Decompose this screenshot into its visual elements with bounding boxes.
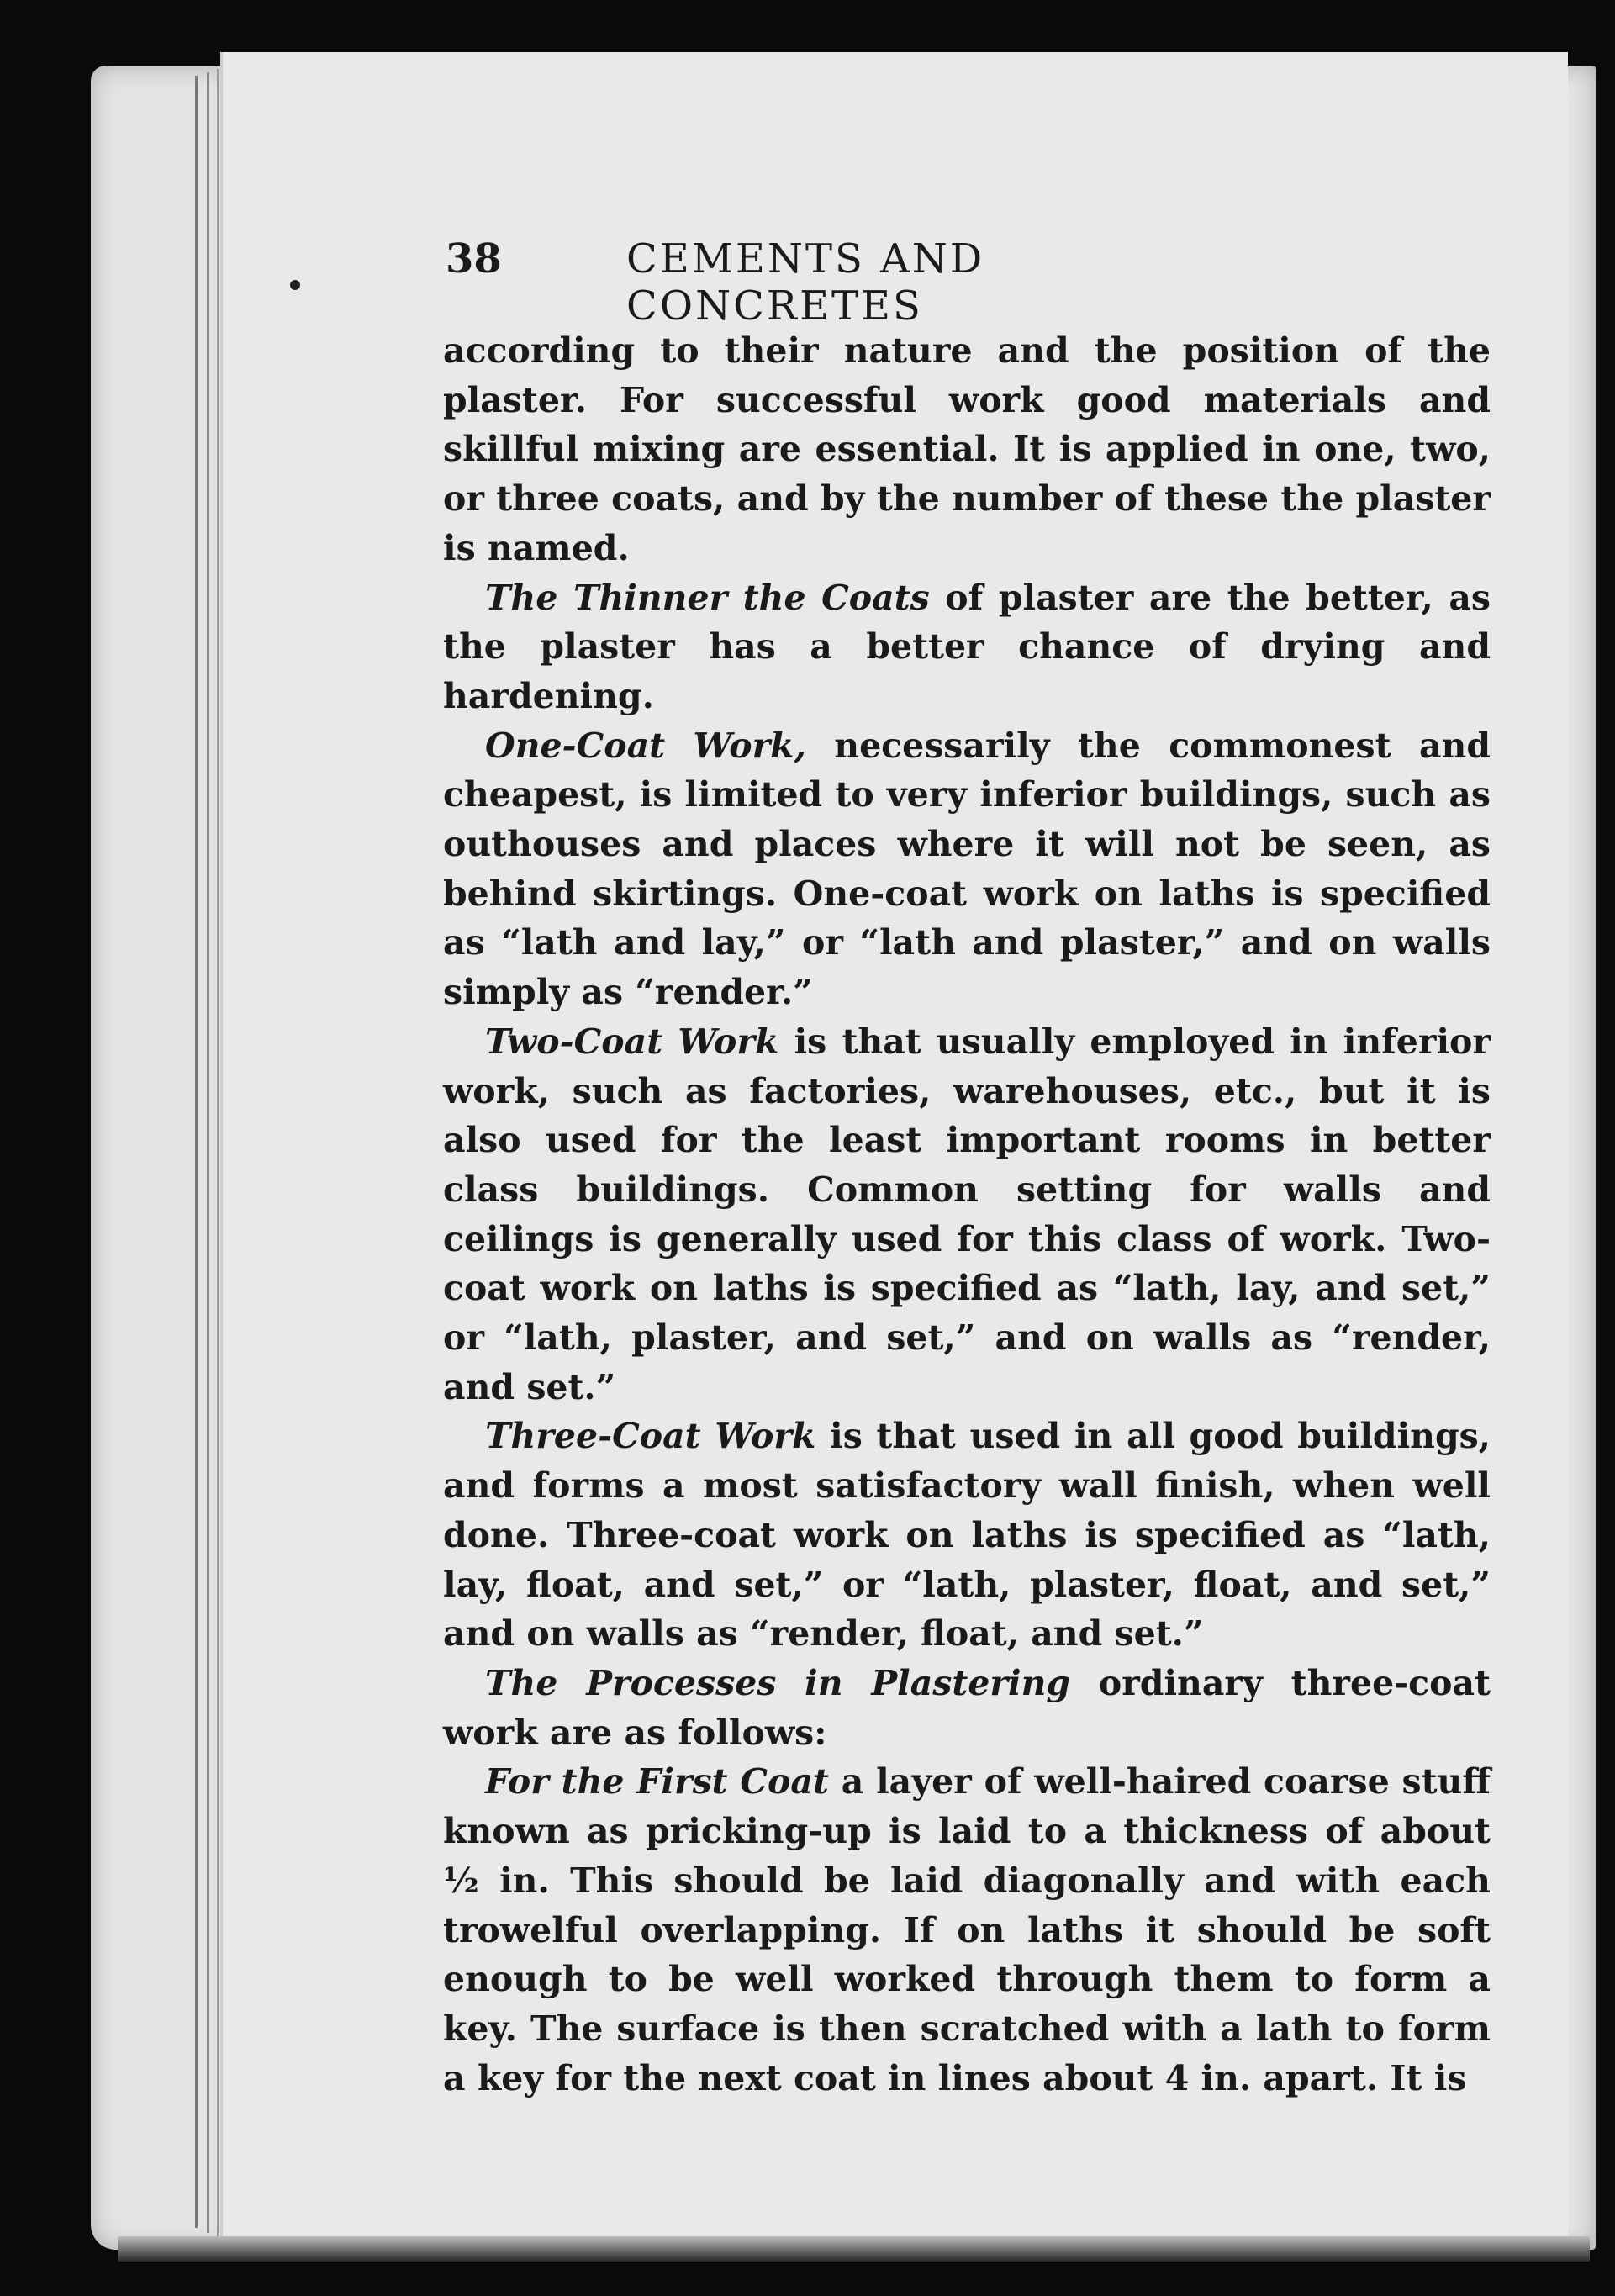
paragraph-lead: For the First Coat	[485, 1761, 829, 1802]
paragraph	[443, 1017, 1491, 1412]
running-head	[446, 235, 1295, 330]
paragraph-lead: The Thinner the Coats	[485, 577, 930, 618]
paragraph	[443, 1659, 1491, 1757]
paragraph-text: is that usually employed in inferior work, such as factories, warehouses, etc., but it is also used for the least important rooms in better class buildings. Common setting for walls and ceilings is generally used for this class of work. Two-coat work on laths is specified as “lath, lay, and set,” or “lath, plaster, and set,” and on walls as “render, and set.”	[443, 1021, 1491, 1407]
paragraph-text: ordinary three-coat work are as follows:	[443, 1662, 1491, 1753]
paragraph	[443, 1412, 1491, 1659]
page-number: 38	[446, 235, 502, 282]
paragraph-text: a layer of well-haired coarse stuff known as pricking-up is laid to a thickness of about ½ in. This should be laid diagonally and with each trowelful overlapping. If on laths it should be soft enough to be well worked through them to form a key. The surface is then scratched with a lath to form a key for the next coat in lines about 4 in. apart. It is	[443, 1761, 1491, 2098]
paragraph-text: is that used in all good buildings, and forms a most satisfactory wall finish, when well done. Three-coat work on laths is specified as “lath, lay, float, and set,” or “lath, plaster, float, and set,” and on walls as “render, float, and set.”	[443, 1416, 1491, 1655]
page-edge-line	[207, 72, 209, 2233]
paragraph-text: necessarily the commonest and cheapest, is limited to very inferior buildings, such as outhouses and places where it will not be seen, as behind skirtings. One-coat work on laths is specified as “lath and lay,” or “lath and plaster,” and on walls simply as “render.”	[443, 725, 1491, 1013]
page-edge-line	[195, 76, 198, 2228]
running-title: CEMENTS AND CONCRETES	[626, 235, 985, 330]
paragraph	[443, 573, 1491, 721]
paragraph	[443, 326, 1491, 573]
paragraph-text: according to their nature and the position of the plaster. For successful work good materials and skillful mixing are essential. It is applied in one, two, or three coats, and by the number of these the plaster is named.	[443, 330, 1491, 568]
paragraph-text: of plaster are the better, as the plaster has a better chance of drying and hardening.	[443, 577, 1491, 716]
page-edge-line	[217, 69, 219, 2238]
paragraph-lead: Three-Coat Work	[485, 1416, 816, 1457]
paragraph-lead: One-Coat Work,	[485, 725, 806, 766]
paragraph-lead: Two-Coat Work	[485, 1021, 779, 1062]
margin-dot	[290, 280, 300, 290]
page-bottom-shadow	[118, 2236, 1590, 2262]
paragraph-lead: The Processes in Plastering	[485, 1662, 1071, 1703]
body-text	[443, 326, 1491, 2103]
paragraph	[443, 1757, 1491, 2103]
paragraph	[443, 721, 1491, 1017]
